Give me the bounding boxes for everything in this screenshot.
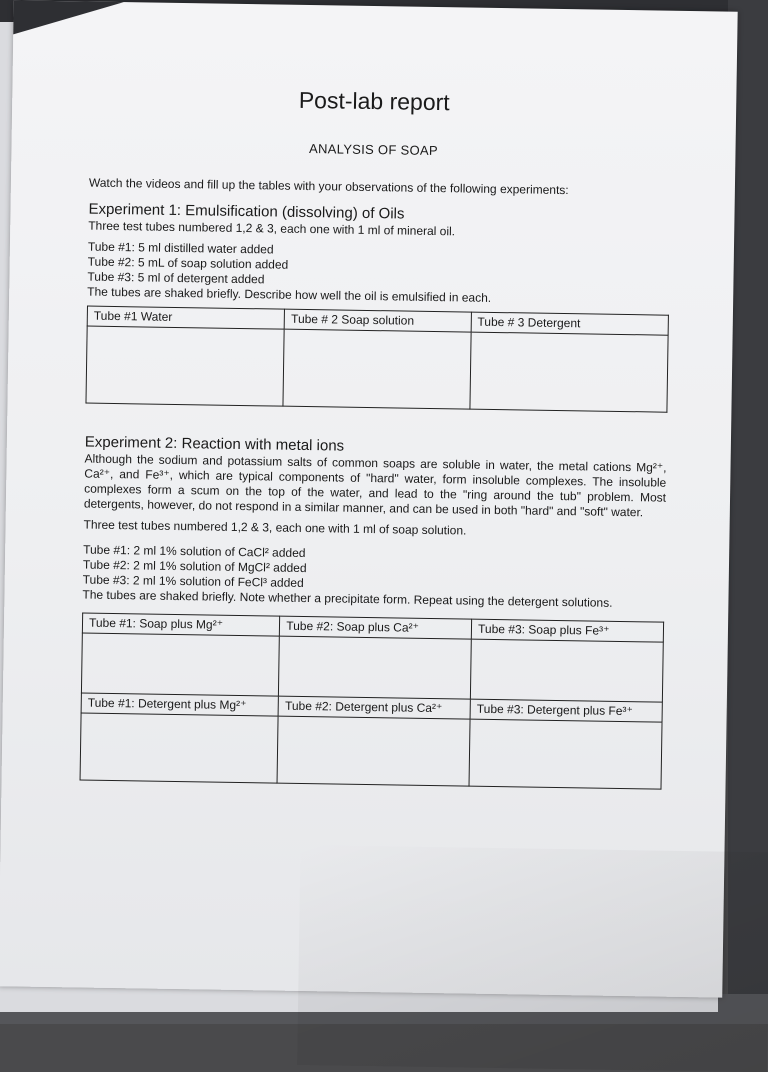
intro-text: Watch the videos and fill up the tables with your observations of the following experiments: — [88, 175, 569, 198]
experiment-2-tube-1: Tube #1: 2 ml 1% solution of CaCl² added — [83, 542, 306, 561]
table-header-cell: Tube # 3 Detergent — [471, 312, 669, 335]
experiment-2-setup: Three test tubes numbered 1,2 & 3, each one with 1 ml of soap solution. — [83, 517, 467, 538]
page-subtitle: ANALYSIS OF SOAP — [308, 141, 439, 159]
paper-shadow — [297, 845, 768, 1072]
table-header-cell: Tube #1 Water — [87, 306, 285, 329]
answer-cell-tube-3[interactable] — [470, 332, 668, 412]
table-header-cell: Tube # 2 Soap solution — [284, 309, 471, 332]
table-answer-row — [80, 713, 662, 789]
table-header-cell: Tube #1: Soap plus Mg²⁺ — [82, 613, 280, 636]
answer-cell-detergent-fe[interactable] — [469, 719, 662, 789]
experiment-2-heading: Experiment 2: Reaction with metal ions — [84, 433, 345, 455]
experiment-2-tube-2: Tube #2: 2 ml 1% solution of MgCl² added — [82, 557, 307, 576]
table-header-cell: Tube #3: Soap plus Fe³⁺ — [471, 619, 663, 642]
page-title: Post-lab report — [298, 86, 450, 116]
experiment-1-tube-2: Tube #2: 5 mL of soap solution added — [87, 254, 289, 272]
experiment-1-instruction: The tubes are shaked briefly. Describe how well the oil is emulsified in each. — [87, 284, 492, 305]
table-answer-row — [81, 633, 663, 702]
experiment-2-tube-3: Tube #3: 2 ml 1% solution of FeCl³ added — [82, 572, 304, 590]
answer-cell-soap-mg[interactable] — [81, 633, 279, 696]
experiment-1-tube-3: Tube #3: 5 ml of detergent added — [87, 269, 265, 287]
answer-cell-detergent-ca[interactable] — [277, 716, 470, 786]
table-answer-row — [86, 326, 668, 412]
table-header-cell: Tube #1: Detergent plus Mg²⁺ — [81, 693, 279, 716]
experiment-1-tube-1: Tube #1: 5 ml distilled water added — [87, 239, 274, 257]
answer-cell-tube-1[interactable] — [86, 326, 284, 406]
experiment-2-paragraph: Although the sodium and potassium salts of common soaps are soluble in water, the metal cations Mg²⁺, Ca²⁺, and Fe³⁺, which are typical components of "hard" water, form insoluble complexes. The insoluble complexes form a scum on the top of the water, and lead to the "ring around the tub" problem. Most detergents, however, do not respond in a similar manner, and can be used in both "hard" and "soft" water. — [83, 451, 667, 520]
table-header-cell: Tube #2: Soap plus Ca²⁺ — [280, 616, 472, 639]
answer-cell-soap-ca[interactable] — [279, 636, 472, 699]
answer-cell-soap-fe[interactable] — [471, 639, 664, 702]
experiment-2-table — [80, 613, 665, 790]
experiment-1-table — [85, 306, 668, 413]
paper-corner-fold — [13, 0, 124, 36]
experiment-1-setup: Three test tubes numbered 1,2 & 3, each one with 1 ml of mineral oil. — [88, 218, 456, 239]
experiment-1-heading: Experiment 1: Emulsification (dissolving) of Oils — [88, 200, 405, 223]
experiment-2-instruction: The tubes are shaked briefly. Note whether a precipitate form. Repeat using the detergent solutions. — [82, 587, 613, 610]
answer-cell-tube-2[interactable] — [283, 329, 471, 409]
table-header-cell: Tube #3: Detergent plus Fe³⁺ — [470, 699, 662, 722]
worksheet-content — [80, 176, 671, 790]
answer-cell-detergent-mg[interactable] — [80, 713, 278, 783]
table-header-cell: Tube #2: Detergent plus Ca²⁺ — [278, 696, 470, 719]
